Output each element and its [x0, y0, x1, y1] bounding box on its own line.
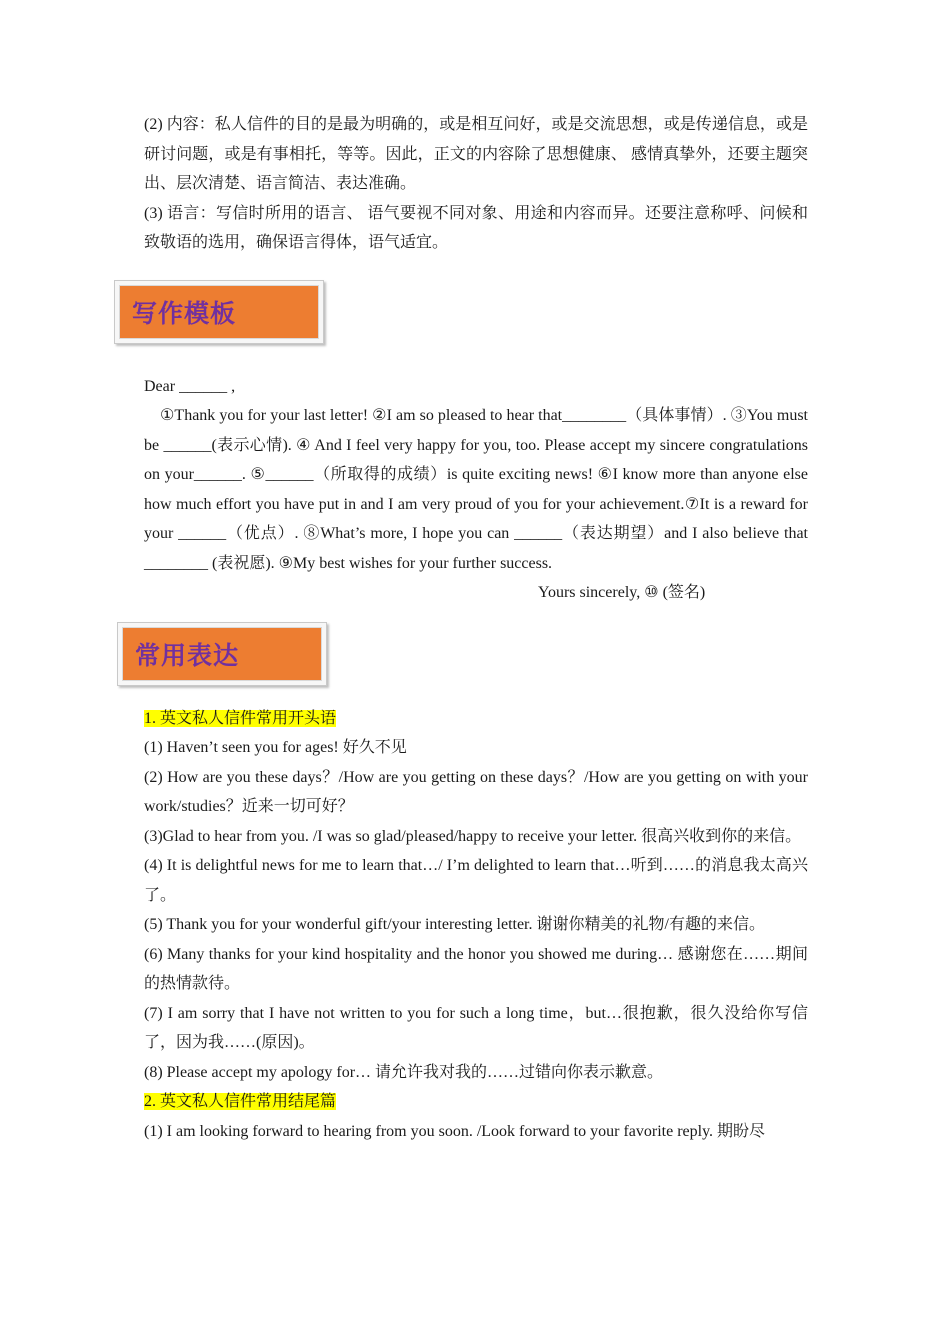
expressions-heading: 常用表达 — [135, 640, 240, 670]
list-item: (7) I am sorry that I have not written to you for such a long time，but…很抱歉，很久没给你写信 了，因为我……(原因)。 — [144, 1004, 808, 1051]
list-item: (1) I am looking forward to hearing from you soon. /Look forward to your favorite reply. 期盼尽 — [144, 1122, 766, 1140]
list-item: (2) How are you these days？/How are you getting on these days？/How are you getting on with your work/studies？近来一切可好？ — [144, 768, 808, 815]
opening-title-highlight: 1. 英文私人信件常用开头语 — [144, 709, 337, 727]
list-item: (6) Many thanks for your kind hospitality and the honor you showed me during… 感谢您在……期间的热情款待。 — [144, 945, 808, 992]
closing-title-highlight: 2. 英文私人信件常用结尾篇 — [144, 1093, 337, 1110]
template-heading-box — [114, 280, 324, 344]
letter-greeting: Dear ______ , — [144, 377, 236, 395]
list-item: (1) Haven’t seen you for ages! 好久不见 — [144, 739, 407, 756]
document-page — [132, 110, 808, 1146]
letter-body: ①Thank you for your last letter! ②I am so pleased to hear that________（具体事情）. ③You must be ______(表示心情). ④ And I feel very happy for you, too. Please accept my sincere congratulations on your______. ⑤______（所取得的成绩）is quite exciting news! ⑥I know more than anyone else how much effort you have put in and I am very proud of you for your achievement.⑦It is a reward for your ______（优点）. ⑧What’s more, I hope you can ______（表达期望）and I also believe that ________ (表祝愿). ⑨My best wishes for your further success. — [144, 407, 808, 572]
closing-section-title — [144, 1087, 808, 1117]
language-paragraph: (3) 语言：写信时所用的语言、 语气要视不同对象、用途和内容而异。还要注意称呼、问候和致敬语的选用，确保语言得体，语气适宜。 — [144, 204, 808, 251]
expressions-heading-box — [117, 622, 327, 686]
list-item: (8) Please accept my apology for… 请允许我对我的……过错向你表示歉意。 — [144, 1063, 664, 1081]
template-heading: 写作模板 — [132, 298, 237, 328]
list-item: (5) Thank you for your wonderful gift/your interesting letter. 谢谢你精美的礼物/有趣的来信。 — [144, 916, 765, 933]
content-paragraph: (2) 内容：私人信件的目的是最为明确的，或是相互问好，或是交流思想，或是传递信息，或是研讨问题，或是有事相托，等等。因此，正文的内容除了思想健康、 感情真挚外，还要主题突出、层次清楚、语言简洁、表达准确。 — [144, 116, 808, 192]
opening-section-title — [144, 704, 808, 734]
heading-background — [122, 627, 322, 681]
list-item: (4) It is delightful news for me to learn that…/ I’m delighted to learn that…听到……的消息我太高兴了。 — [144, 857, 808, 904]
letter-closing: Yours sincerely, ⑩ (签名) — [538, 584, 706, 601]
heading-background — [119, 285, 319, 339]
list-item: (3)Glad to hear from you. /I was so glad/pleased/happy to receive your letter. 很高兴收到你的来信。 — [144, 827, 802, 845]
